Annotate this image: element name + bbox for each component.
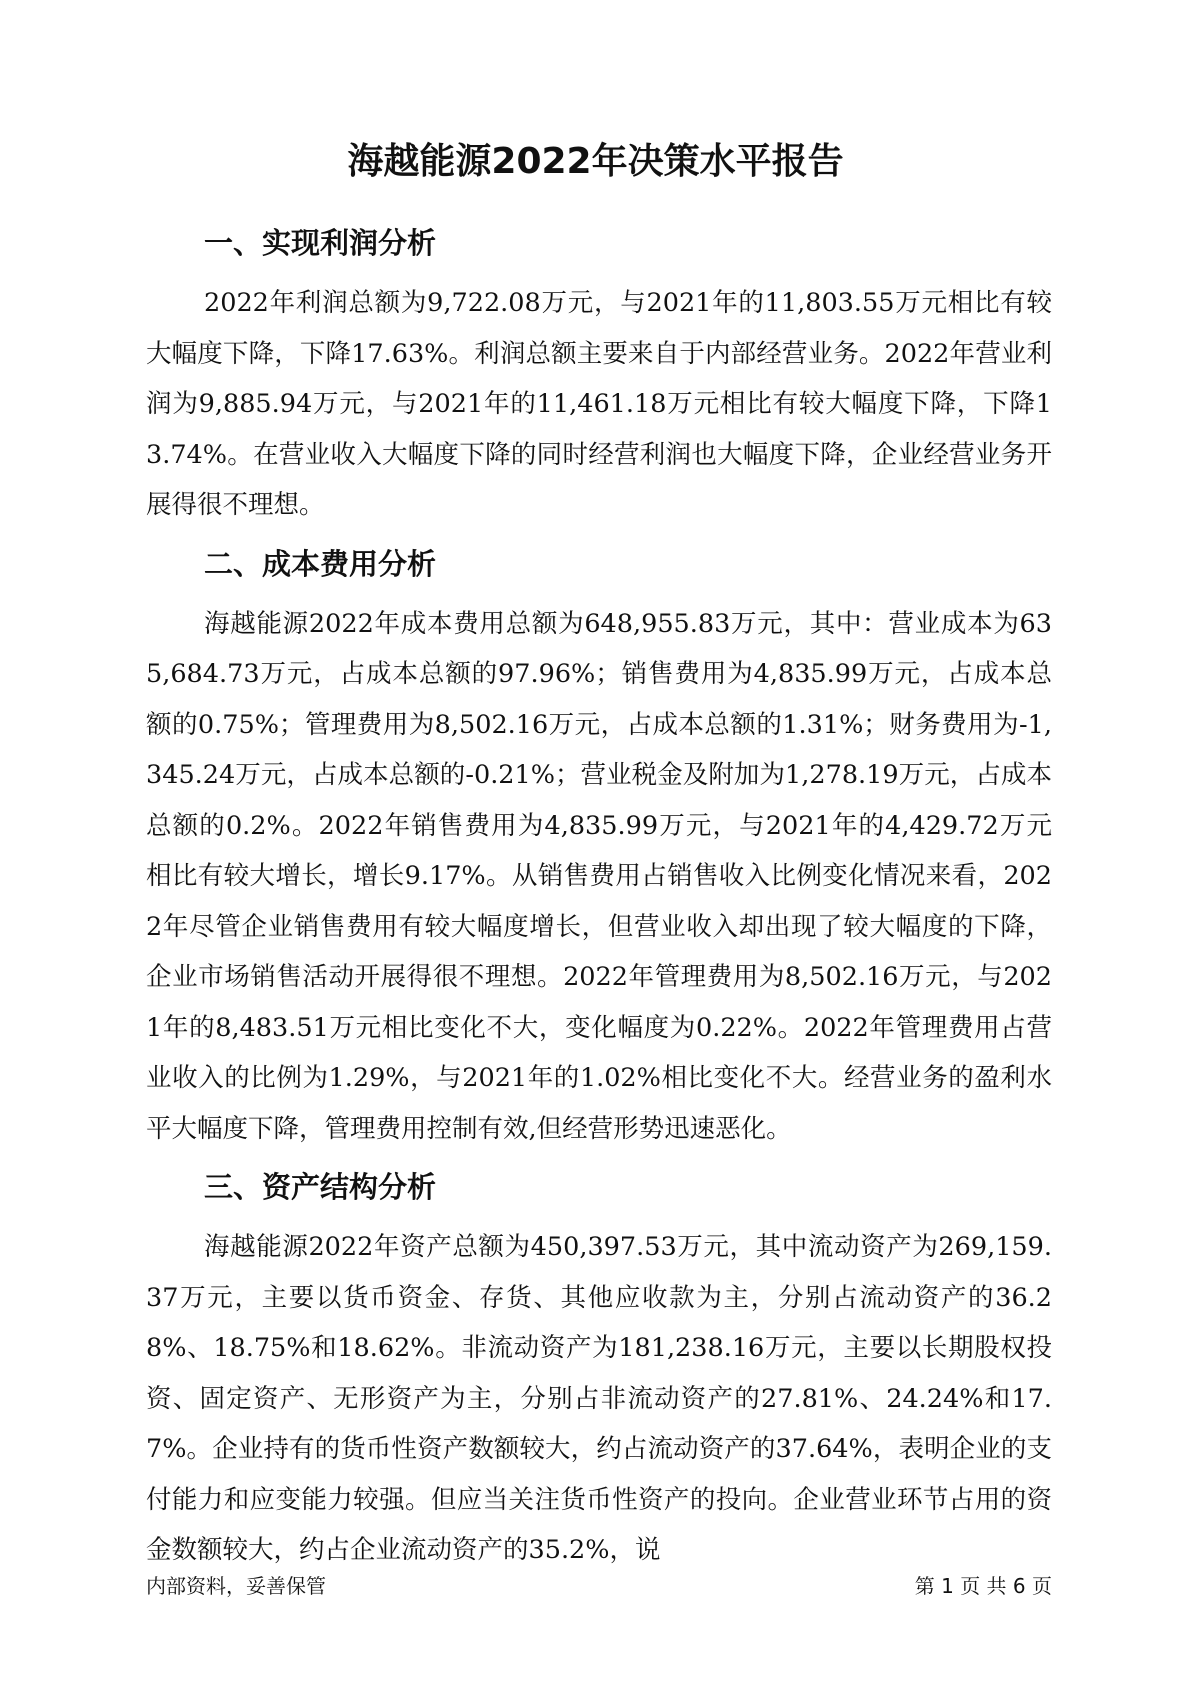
document-body [146, 222, 1052, 1588]
section-paragraph-profit: 2022年利润总额为9,722.08万元，与2021年的11,803.55万元相比有较大幅度下降，下降17.63%。利润总额主要来自于内部经营业务。2022年营业利润为9,885.94万元，与2021年的11,461.18万元相比有较大幅度下降，下降13.74%。在营业收入大幅度下降的同时经营利润也大幅度下降，企业经营业务开展得很不理想。 [146, 288, 1052, 520]
section-paragraph-assets: 海越能源2022年资产总额为450,397.53万元，其中流动资产为269,159.37万元，主要以货币资金、存货、其他应收款为主，分别占流动资产的36.28%、18.75%和18.62%。非流动资产为181,238.16万元，主要以长期股权投资、固定资产、无形资产为主，分别占非流动资产的27.81%、24.24%和17.7%。企业持有的货币性资产数额较大，约占流动资产的37.64%，表明企业的支付能力和应变能力较强。但应当关注货币性资产的投向。企业营业环节占用的资金数额较大，约占企业流动资产的35.2%，说 [146, 1232, 1052, 1565]
footer-page-number: 第 1 页 共 6 页 [914, 1574, 1052, 1598]
section-heading-cost: 二、成本费用分析 [204, 546, 437, 581]
section-paragraph-cost: 海越能源2022年成本费用总额为648,955.83万元，其中：营业成本为635,684.73万元，占成本总额的97.96%；销售费用为4,835.99万元，占成本总额的0.75%；管理费用为8,502.16万元，占成本总额的1.31%；财务费用为-1,345.24万元，占成本总额的-0.21%；营业税金及附加为1,278.19万元，占成本总额的0.2%。2022年销售费用为4,835.99万元，与2021年的4,429.72万元相比有较大增长，增长9.17%。从销售费用占销售收入比例变化情况来看，2022年尽管企业销售费用有较大幅度增长，但营业收入却出现了较大幅度的下降，企业市场销售活动开展得很不理想。2022年管理费用为8,502.16万元，与2021年的8,483.51万元相比变化不大，变化幅度为0.22%。2022年管理费用占营业收入的比例为1.29%，与2021年的1.02%相比变化不大。经营业务的盈利水平大幅度下降，管理费用控制有效,但经营形势迅速恶化。 [146, 608, 1052, 1144]
section-heading-assets: 三、资产结构分析 [204, 1170, 437, 1204]
section-heading-profit: 一、实现利润分析 [204, 226, 437, 260]
footer-confidential-note: 内部资料，妥善保管 [146, 1574, 326, 1598]
document-title: 海越能源2022年决策水平报告 [347, 141, 844, 182]
